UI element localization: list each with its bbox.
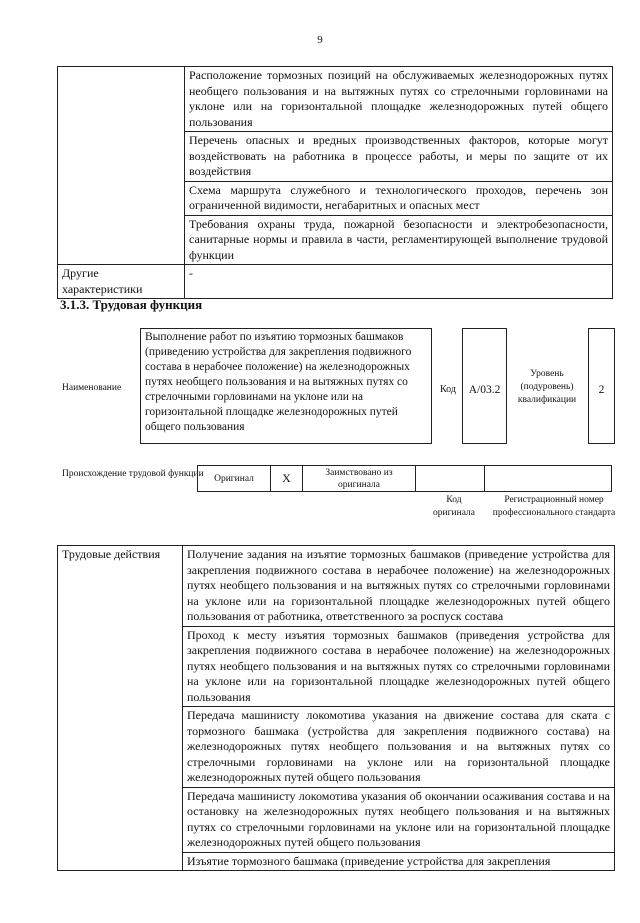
original-cell: Оригинал xyxy=(198,466,271,492)
code-value: А/03.2 xyxy=(462,328,507,444)
name-label: Наименование xyxy=(62,383,122,393)
requirement-cell: Расположение тормозных позиций на обслуживаемых железнодорожных путях необщего пользования и на вытяжных путях со стрелочными горловинами на уклоне или на горизонтальной площадке железнодорожных путей общего пользования xyxy=(185,67,613,132)
action-cell: Передача машинисту локомотива указания об окончании осаживания состава и на остановку на железнодорожных путях необщего пользования и на вытяжных путях со стрелочными горловинами на уклоне или на горизонтальной площадке железнодорожных путей общего пользования xyxy=(183,787,615,852)
section-heading: 3.1.3. Трудовая функция xyxy=(60,297,203,312)
other-characteristics-value: - xyxy=(185,265,613,299)
requirement-cell: Требования охраны труда, пожарной безопасности и электробезопасности, санитарные нормы и правила в части, регламентирующей выполнение трудовой функции xyxy=(185,215,613,265)
original-code-cell xyxy=(416,466,485,492)
table-row xyxy=(58,67,613,132)
conditions-table xyxy=(57,66,613,299)
action-cell: Получение задания на изъятие тормозных башмаков (приведение устройства для закрепления подвижного состава в нерабочее положение) на железнодорожных путях необщего пользования и на вытяжных путях со стрелочными горловинами на уклоне или на горизонтальной площадке железнодорожных путей общего пользования от работника, ответственного за роспуск состава xyxy=(183,546,615,627)
action-cell: Проход к месту изъятия тормозных башмаков (приведения устройства для закрепления подвижного состава в нерабочее положение) на железнодорожных путях необщего пользования и на вытяжных путях со стрелочными горловинами на уклоне или на горизонтальной площадке железнодорожных путей общего пользования xyxy=(183,626,615,707)
requirement-cell: Схема маршрута служебного и технологического проходов, перечень зон ограниченной видимости, негабаритных и опасных мест xyxy=(185,181,613,215)
table-row xyxy=(198,466,612,492)
action-cell: Передача машинисту локомотива указания на движение состава для ската с тормозного башмака (устройства для закрепления подвижного состава) на железнодорожных путях необщего пользования и на вытяжных путях со стрелочными горловинами на уклоне или на горизонтальной площадке железнодорожных путей общего пользования xyxy=(183,707,615,788)
registration-number-cell xyxy=(485,466,612,492)
borrowed-cell: Заимствовано из оригинала xyxy=(303,466,416,492)
level-label: Уровень (подуровень) квалификации xyxy=(517,369,577,405)
table-row xyxy=(58,265,613,299)
page-number: 9 xyxy=(317,34,323,46)
origin-table xyxy=(197,465,612,492)
labor-actions-label: Трудовые действия xyxy=(58,546,183,871)
labor-actions-table xyxy=(57,545,615,871)
origin-label: Происхождение трудовой функции xyxy=(62,469,204,479)
original-code-caption: Код оригинала xyxy=(433,495,475,518)
table-row xyxy=(58,546,615,627)
level-value: 2 xyxy=(588,328,615,444)
other-characteristics-label: Другие характеристики xyxy=(58,265,185,299)
original-mark: Х xyxy=(271,466,303,492)
code-label: Код xyxy=(440,384,456,395)
registration-number-caption: Регистрационный номер профессионального стандарта xyxy=(492,495,616,518)
requirement-cell: Перечень опасных и вредных производственных факторов, которые могут воздействовать на работника в процессе работы, и меры по защите от их воздействия xyxy=(185,132,613,182)
action-cell: Изъятие тормозного башмака (приведение устройства для закрепления xyxy=(183,852,615,871)
function-name-box: Выполнение работ по изъятию тормозных башмаков (приведению устройства для закрепления подвижного состава в нерабочее положение) на железнодорожных путях необщего пользования и на вытяжных путях со стрелочными горловинами на уклоне или на горизонтальной площадке железнодорожных путей общего пользования xyxy=(140,328,432,444)
empty-label-cell xyxy=(58,67,185,265)
